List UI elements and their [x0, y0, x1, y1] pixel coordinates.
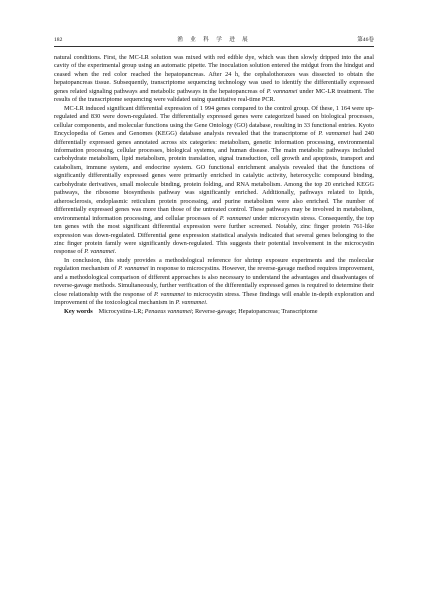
abstract-paragraph: [54, 257, 374, 308]
text-run: MC-LR induced significant differential expression of 1 994 genes compared to the control group. Of these, 1 164 were up-regulated and 830 were down-regulated. The differentially expressed genes were categorized based on biological processes, cellular components, and molecular functions using the Gene Ontology (GO) database, resulting in 33 functional entries. Kyoto Encyclopedia of Genes and Genomes (KEGG) database analysis revealed that the transcriptome of: [54, 104, 374, 138]
page-number: 182: [54, 37, 63, 43]
text-run: .: [205, 299, 208, 307]
text-run: In conclusion, this study provides a methodological reference for shrimp exposure experiments and the molecular regulation mechanism of: [54, 256, 374, 273]
italic-text-run: P. vannamei: [118, 265, 149, 273]
italic-text-run: P. vannamei: [266, 87, 298, 95]
abstract-paragraph: [54, 54, 374, 105]
text-run: Microcystins-LR;: [98, 307, 145, 315]
header-rule: [54, 46, 374, 47]
text-run: .: [114, 248, 117, 256]
page-header: [54, 35, 374, 45]
text-run: in response to microcystins. However, the reverse-gavage method requires improvement, and a methodological comparison of different approaches is also necessary to understand the advantages and disadvantages of reverse-gavage methods. Simultaneously, further verification of the differentially expressed genes is required to determine their close relationship with the response of: [54, 265, 374, 298]
italic-text-run: P. vannamei: [175, 299, 206, 307]
text-run: ; Reverse-gavage; Hepatopancreas; Transcriptome: [191, 307, 318, 315]
text-run: natural conditions. First, the MC-LR solution was mixed with red edible dye, which was then slowly dripped into the anal cavity of the experimental group using an automatic pipette. The inoculation solution entered the midgut from the hindgut and ceased when the red color reached the hepatopancreas. After 24 h, the cephalothoraxes was dissected to obtain the hepatopancreas tissue. Subsequently, transcriptome sequencing technology was used to identify the differentially expressed genes related signaling pathways and metabolic pathways in the hepatopancreas of: [54, 54, 374, 95]
italic-text-run: P. vannamei: [84, 248, 115, 256]
italic-text-run: P. vannamei: [154, 290, 185, 298]
text-run: under microcystin stress. Consequently, the top ten genes with the most significant differential expression were further screened. Notably, zinc finger protein 761-like expression was down-regulated. Differential gene expression statistical analysis indicated that several genes belonging to the zinc finger protein family were significantly down-regulated. This suggests their potential involvement in the microcystin response of: [54, 214, 374, 256]
italic-text-run: P. vannamei: [219, 214, 251, 222]
abstract-body: [54, 54, 374, 316]
keywords-label: Key words: [64, 307, 93, 315]
italic-text-run: P. vannamei: [318, 130, 351, 138]
journal-title: 渔 业 科 学 进 展: [177, 37, 251, 43]
text-run: to microcystin stress. These findings will enable in-depth exploration and improvement of the toxicological mechanism in: [54, 290, 375, 307]
text-run: under MC-LR treatment. The results of the transcriptome sequencing were validated using quantitative real-time PCR.: [54, 87, 375, 104]
volume-label: 第46卷: [357, 37, 374, 43]
keywords-line: [54, 308, 374, 316]
italic-text-run: Penaeus vannamei: [144, 307, 192, 315]
keywords-list: [99, 308, 318, 315]
abstract-paragraph: [54, 105, 374, 257]
text-run: had 240 differentially expressed genes annotated across six categories: metabolism, genetic information processing, environmental information processing, cellular processes, biological systems, and human disease. The main metabolic pathways included carbohydrate metabolism, lipid metabolism, protein translation, signal transduction, cell growth and apoptosis, transport and catabolism, immune system, and endocrine system. GO functional enrichment analysis revealed that the functions of significantly differentially expressed genes were primarily enriched in catalytic activity, heterocyclic compound binding, carbohydrate derivatives, small molecule binding, protein folding, and RNA metabolism. Among the top 20 enriched KEGG pathways, the ribosome biosynthesis pathway was significantly enriched. Additionally, pathways related to lipids, atherosclerosis, endoplasmic reticulum protein processing, and purine metabolism were also enriched. The number of differentially expressed genes was more than those of the untreated control. These pathways may be involved in metabolism, environmental information processing, and cellular processes of: [54, 130, 375, 222]
